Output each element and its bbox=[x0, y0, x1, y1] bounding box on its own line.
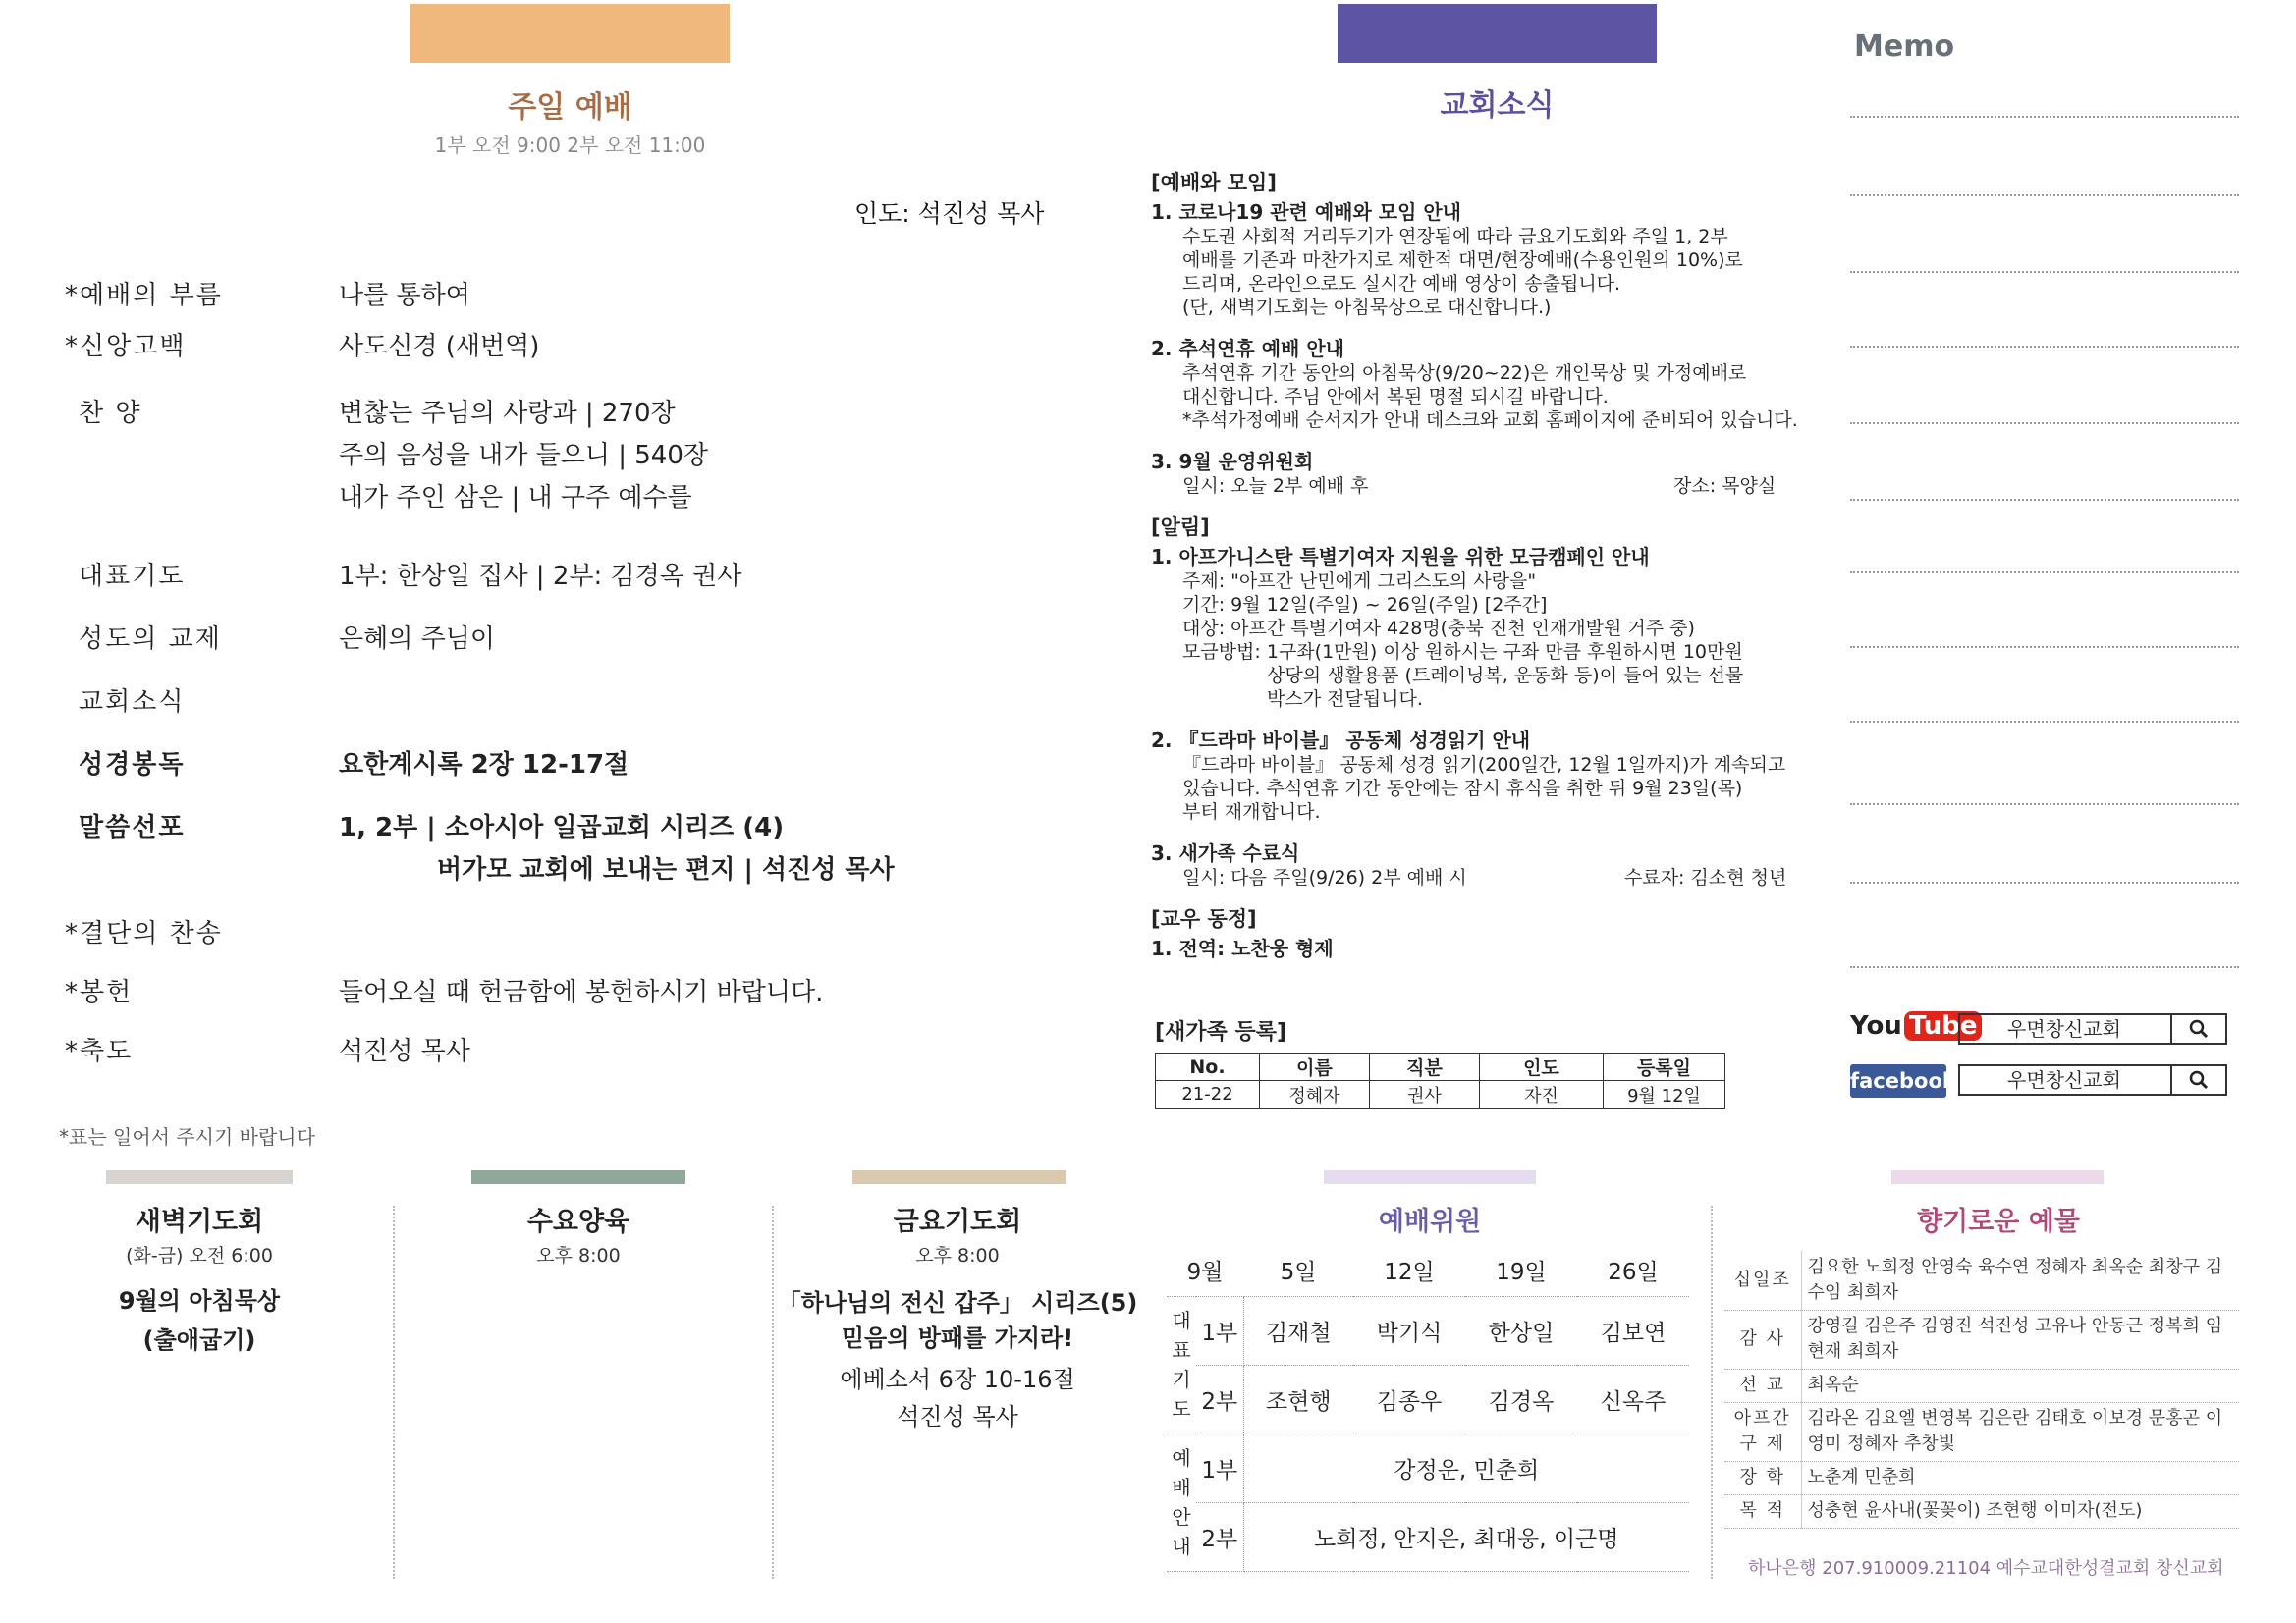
category-char: 내 bbox=[1172, 1535, 1191, 1558]
news-text: 박스가 전달됩니다. bbox=[1267, 688, 1423, 710]
memo-line bbox=[1850, 271, 2239, 273]
service-part: 1부 bbox=[1196, 1296, 1243, 1365]
order-content bbox=[339, 393, 708, 519]
table-row bbox=[1156, 1081, 1725, 1109]
category-char: 도 bbox=[1172, 1397, 1191, 1421]
dawn-prayer-line: 9월의 아침묵상 bbox=[118, 1287, 281, 1315]
table-cell: 한상일 bbox=[1465, 1296, 1577, 1365]
news-item-title: 3. 9월 운영위원회 bbox=[1151, 450, 1314, 473]
offering-category: 선 교 bbox=[1724, 1369, 1801, 1402]
news-text: (단, 새벽기도회는 아침묵상으로 대신합니다.) bbox=[1182, 297, 1552, 318]
table-header-row bbox=[1156, 1054, 1725, 1081]
news-text: 대신합니다. 주님 안에서 복된 명절 되시길 바랍니다. bbox=[1182, 386, 1609, 407]
offering-title: 향기로운 예물 bbox=[1917, 1207, 2080, 1237]
order-line: 요한계시록 2장 12-17절 bbox=[339, 750, 629, 780]
worship-leader: 인도: 석진성 목사 bbox=[854, 199, 1045, 228]
memo-line bbox=[1850, 571, 2239, 573]
order-content bbox=[339, 744, 629, 786]
news-item-title: 1. 아프가니스탄 특별기여자 지원을 위한 모금캠페인 안내 bbox=[1151, 545, 1650, 568]
table-header: 인도 bbox=[1480, 1054, 1604, 1081]
news-section-heading: [교우 동정] bbox=[1151, 907, 1257, 931]
table-row bbox=[1167, 1296, 1689, 1365]
news-text: 예배를 기존과 마찬가지로 제한적 대면/현장예배(수용인원의 10%)로 bbox=[1182, 249, 1743, 271]
friday-line: 에베소서 6장 10-16절 bbox=[840, 1366, 1075, 1393]
table-row bbox=[1724, 1402, 2239, 1461]
prayer-category bbox=[1167, 1296, 1196, 1434]
news-text: 모금방법: 1구좌(1만원) 이상 원하시는 구좌 만큼 후원하시면 10만원 bbox=[1182, 641, 1743, 663]
offering-names: 성충현 윤사내(꽃꽂이) 조현행 이미자(전도) bbox=[1801, 1494, 2239, 1528]
memo-line bbox=[1850, 499, 2239, 501]
order-line: 들어오실 때 헌금함에 봉헌하시기 바랍니다. bbox=[339, 978, 824, 1007]
search-icon bbox=[2189, 1019, 2209, 1039]
order-line: 버가모 교회에 보내는 편지 | 석진성 목사 bbox=[437, 855, 895, 885]
dawn-prayer-line: (출애굽기) bbox=[142, 1326, 256, 1354]
table-cell: 김재철 bbox=[1243, 1296, 1353, 1365]
table-cell: 정혜자 bbox=[1260, 1081, 1370, 1109]
news-text: 기간: 9월 12일(주일) ~ 26일(주일) [2주간] bbox=[1182, 594, 1548, 616]
table-cell: 김종우 bbox=[1353, 1365, 1465, 1434]
category-char: 배 bbox=[1172, 1476, 1191, 1499]
news-text: 있습니다. 추석연휴 기간 동안에는 잠시 휴식을 취한 뒤 9월 23일(목) bbox=[1182, 778, 1743, 799]
news-text: 대상: 아프간 특별기여자 428명(충북 진천 인재개발원 거주 중) bbox=[1182, 618, 1695, 639]
news-header-bar bbox=[1338, 4, 1657, 63]
news-text: 수료자: 김소현 청년 bbox=[1624, 867, 1787, 889]
table-cell: 9월 12일 bbox=[1604, 1081, 1725, 1109]
news-text: 『드라마 바이블』 공동체 성경 읽기(200일간, 12월 1일까지)가 계속되고 bbox=[1182, 754, 1786, 776]
memo-line bbox=[1850, 116, 2239, 118]
worship-times: 1부 오전 9:00 2부 오전 11:00 bbox=[434, 134, 706, 157]
offering-names: 강영길 김은주 김영진 석진성 고유나 안동근 정복희 임현재 최희자 bbox=[1801, 1310, 2239, 1369]
facebook-logo[interactable]: facebook bbox=[1850, 1064, 1946, 1098]
worship-header-bar bbox=[410, 4, 730, 63]
order-line: 변찮는 주님의 사랑과 | 270장 bbox=[339, 399, 676, 428]
order-label: *예배의 부름 bbox=[65, 281, 223, 310]
table-cell: 강정운, 민춘희 bbox=[1243, 1434, 1689, 1502]
dawn-prayer-time: (화-금) 오전 6:00 bbox=[126, 1245, 273, 1267]
new-family-table bbox=[1155, 1053, 1725, 1109]
order-content bbox=[339, 619, 495, 661]
table-cell: 권사 bbox=[1370, 1081, 1480, 1109]
order-label: 성도의 교제 bbox=[79, 624, 222, 654]
memo-title: Memo bbox=[1854, 29, 1955, 64]
table-row bbox=[1724, 1310, 2239, 1369]
order-content bbox=[339, 326, 539, 368]
news-section-heading: [예배와 모임] bbox=[1151, 171, 1277, 194]
offering-table bbox=[1724, 1251, 2239, 1529]
table-cell: 노희정, 안지은, 최대웅, 이근명 bbox=[1243, 1502, 1689, 1571]
news-text: 일시: 오늘 2부 예배 후 bbox=[1182, 475, 1369, 497]
facebook-search-box[interactable] bbox=[1958, 1064, 2227, 1096]
order-label: *축도 bbox=[65, 1037, 134, 1066]
wednesday-time: 오후 8:00 bbox=[536, 1245, 621, 1267]
friday-title: 금요기도회 bbox=[893, 1207, 1022, 1237]
offering-category: 십일조 bbox=[1724, 1251, 1801, 1310]
order-line: 사도신경 (새번역) bbox=[339, 332, 540, 361]
table-header: 12일 bbox=[1353, 1245, 1465, 1296]
order-line: 1, 2부 | 소아시아 일곱교회 시리즈 (4) bbox=[339, 813, 785, 842]
youtube-you: You bbox=[1850, 1011, 1902, 1041]
offering-category: 감 사 bbox=[1724, 1310, 1801, 1369]
offering-names: 김라온 김요엘 변영복 김은란 김태호 이보경 문홍곤 이영미 정혜자 추창빛 bbox=[1801, 1402, 2239, 1461]
memo-line bbox=[1850, 646, 2239, 648]
news-text: 드리며, 온라인으로도 실시간 예배 영상이 송출됩니다. bbox=[1182, 273, 1621, 295]
offering-category: 목 적 bbox=[1724, 1494, 1801, 1528]
friday-bar bbox=[852, 1170, 1066, 1184]
memo-line bbox=[1850, 721, 2239, 723]
memo-line bbox=[1850, 966, 2239, 968]
facebook-search-button[interactable] bbox=[2170, 1066, 2225, 1094]
service-part: 1부 bbox=[1196, 1434, 1243, 1502]
order-label: 교회소식 bbox=[79, 687, 186, 717]
ministry-bar bbox=[1324, 1170, 1536, 1184]
category-char: 표 bbox=[1172, 1338, 1191, 1362]
table-row bbox=[1167, 1365, 1689, 1434]
table-header: 19일 bbox=[1465, 1245, 1577, 1296]
youtube-tube: Tube bbox=[1904, 1011, 1983, 1041]
offering-bar bbox=[1891, 1170, 2104, 1184]
table-header: 5일 bbox=[1243, 1245, 1353, 1296]
wednesday-bar bbox=[471, 1170, 685, 1184]
news-text: 일시: 다음 주일(9/26) 2부 예배 시 bbox=[1182, 867, 1467, 889]
news-item-title: 3. 새가족 수료식 bbox=[1151, 841, 1300, 865]
table-cell: 김보연 bbox=[1577, 1296, 1689, 1365]
memo-line bbox=[1850, 346, 2239, 348]
category-char: 대 bbox=[1172, 1309, 1191, 1332]
order-line: 내가 주인 삼은 | 내 구주 예수를 bbox=[339, 483, 692, 513]
category-char: 예 bbox=[1172, 1446, 1191, 1470]
offering-names: 최옥순 bbox=[1801, 1369, 2239, 1402]
table-header: 26일 bbox=[1577, 1245, 1689, 1296]
ministry-table bbox=[1167, 1245, 1689, 1572]
table-row bbox=[1724, 1461, 2239, 1494]
friday-line: 믿음의 방패를 가지라! bbox=[841, 1325, 1074, 1352]
friday-time: 오후 8:00 bbox=[915, 1245, 1000, 1267]
news-item-title: 1. 코로나19 관련 예배와 모임 안내 bbox=[1151, 200, 1461, 224]
news-text: 상당의 생활용품 (트레이닝복, 운동화 등)이 들어 있는 선물 bbox=[1267, 665, 1744, 686]
news-text: 수도권 사회적 거리두기가 연장됨에 따라 금요기도회와 주일 1, 2부 bbox=[1182, 226, 1728, 247]
ministry-title: 예배위원 bbox=[1378, 1207, 1482, 1237]
order-content bbox=[339, 1031, 470, 1073]
news-text-row bbox=[1151, 474, 1809, 498]
table-row bbox=[1167, 1502, 1689, 1571]
youtube-search-button[interactable] bbox=[2170, 1015, 2225, 1043]
memo-line bbox=[1850, 882, 2239, 884]
news-item-title: 2. 『드라마 바이블』 공동체 성경읽기 안내 bbox=[1151, 729, 1531, 752]
table-header: No. bbox=[1156, 1054, 1260, 1081]
table-cell: 자진 bbox=[1480, 1081, 1604, 1109]
dawn-prayer-bar bbox=[106, 1170, 293, 1184]
category-char: 기 bbox=[1172, 1368, 1191, 1391]
order-content bbox=[339, 807, 895, 892]
news-text: *추석가정예배 순서지가 안내 데스크와 교회 홈페이지에 준비되어 있습니다. bbox=[1182, 409, 1798, 431]
offering-names: 김요한 노희정 안영숙 육수연 정혜자 최옥순 최창구 김수임 최희자 bbox=[1801, 1251, 2239, 1310]
order-line: 석진성 목사 bbox=[339, 1037, 470, 1066]
table-row bbox=[1724, 1494, 2239, 1528]
youtube-search-text: 우면창신교회 bbox=[2007, 1017, 2121, 1041]
order-line: 은혜의 주님이 bbox=[339, 624, 495, 654]
youtube-logo[interactable] bbox=[1850, 1011, 1978, 1049]
service-part: 2부 bbox=[1196, 1365, 1243, 1434]
table-cell: 조현행 bbox=[1243, 1365, 1353, 1434]
new-family-title: [새가족 등록] bbox=[1155, 1020, 1287, 1045]
news-title: 교회소식 bbox=[1440, 88, 1555, 123]
worship-title: 주일 예배 bbox=[508, 90, 632, 125]
offering-category: 아프간 구 제 bbox=[1724, 1402, 1801, 1461]
table-header: 이름 bbox=[1260, 1054, 1370, 1081]
news-text: 장소: 목양실 bbox=[1673, 475, 1777, 497]
friday-line: 「하나님의 전신 갑주」 시리즈(5) bbox=[777, 1289, 1138, 1317]
column-divider bbox=[393, 1206, 395, 1579]
news-item-title: 2. 추석연휴 예배 안내 bbox=[1151, 337, 1344, 360]
offering-names: 노춘계 민춘희 bbox=[1801, 1461, 2239, 1494]
offering-category: 장 학 bbox=[1724, 1461, 1801, 1494]
stand-note: *표는 일어서 주시기 바랍니다 bbox=[59, 1125, 315, 1149]
table-cell: 신옥주 bbox=[1577, 1365, 1689, 1434]
order-label: 찬 양 bbox=[79, 399, 142, 428]
dawn-prayer-title: 새벽기도회 bbox=[135, 1207, 264, 1237]
order-label: 대표기도 bbox=[79, 562, 186, 591]
memo-line bbox=[1850, 422, 2239, 424]
order-line: 1부: 한상일 집사 | 2부: 김경옥 권사 bbox=[339, 562, 742, 591]
usher-category bbox=[1167, 1434, 1196, 1571]
order-label: 말씀선포 bbox=[79, 813, 186, 842]
bank-account: 하나은행 207.910009.21104 예수교대한성결교회 창신교회 bbox=[1748, 1558, 2224, 1579]
search-icon bbox=[2189, 1070, 2209, 1090]
news-text: 주제: "아프간 난민에게 그리스도의 사랑을" bbox=[1182, 570, 1537, 592]
facebook-search-text: 우면창신교회 bbox=[2007, 1068, 2121, 1092]
table-cell: 박기식 bbox=[1353, 1296, 1465, 1365]
order-label: 성경봉독 bbox=[79, 750, 186, 780]
wednesday-title: 수요양육 bbox=[526, 1207, 630, 1237]
order-label: *결단의 찬송 bbox=[65, 919, 223, 948]
order-label: *봉헌 bbox=[65, 978, 134, 1007]
order-content bbox=[339, 275, 470, 317]
news-text-row bbox=[1151, 866, 1809, 890]
news-item-title: 1. 전역: 노찬웅 형제 bbox=[1151, 937, 1334, 960]
order-line: 나를 통하여 bbox=[339, 281, 470, 310]
order-line: 주의 음성을 내가 들으니 | 540장 bbox=[339, 441, 708, 470]
church-news bbox=[1151, 167, 1809, 961]
memo-line bbox=[1850, 194, 2239, 196]
friday-line: 석진성 목사 bbox=[897, 1403, 1018, 1431]
table-header: 9월 bbox=[1167, 1245, 1243, 1296]
news-section-heading: [알림] bbox=[1151, 515, 1210, 539]
table-cell: 김경옥 bbox=[1465, 1365, 1577, 1434]
table-row bbox=[1724, 1369, 2239, 1402]
table-row bbox=[1167, 1434, 1689, 1502]
memo-line bbox=[1850, 803, 2239, 805]
youtube-search-box[interactable] bbox=[1958, 1013, 2227, 1045]
table-header-row bbox=[1167, 1245, 1689, 1296]
order-content bbox=[339, 556, 741, 598]
news-text: 추석연휴 기간 동안의 아침묵상(9/20~22)은 개인묵상 및 가정예배로 bbox=[1182, 362, 1747, 384]
table-header: 등록일 bbox=[1604, 1054, 1725, 1081]
service-part: 2부 bbox=[1196, 1502, 1243, 1571]
table-row bbox=[1724, 1251, 2239, 1310]
order-label: *신앙고백 bbox=[65, 332, 187, 361]
column-divider bbox=[1711, 1206, 1713, 1579]
table-header: 직분 bbox=[1370, 1054, 1480, 1081]
category-char: 안 bbox=[1172, 1505, 1191, 1529]
news-text: 부터 재개합니다. bbox=[1182, 801, 1321, 823]
table-cell: 21-22 bbox=[1156, 1081, 1260, 1109]
order-content bbox=[339, 972, 823, 1014]
